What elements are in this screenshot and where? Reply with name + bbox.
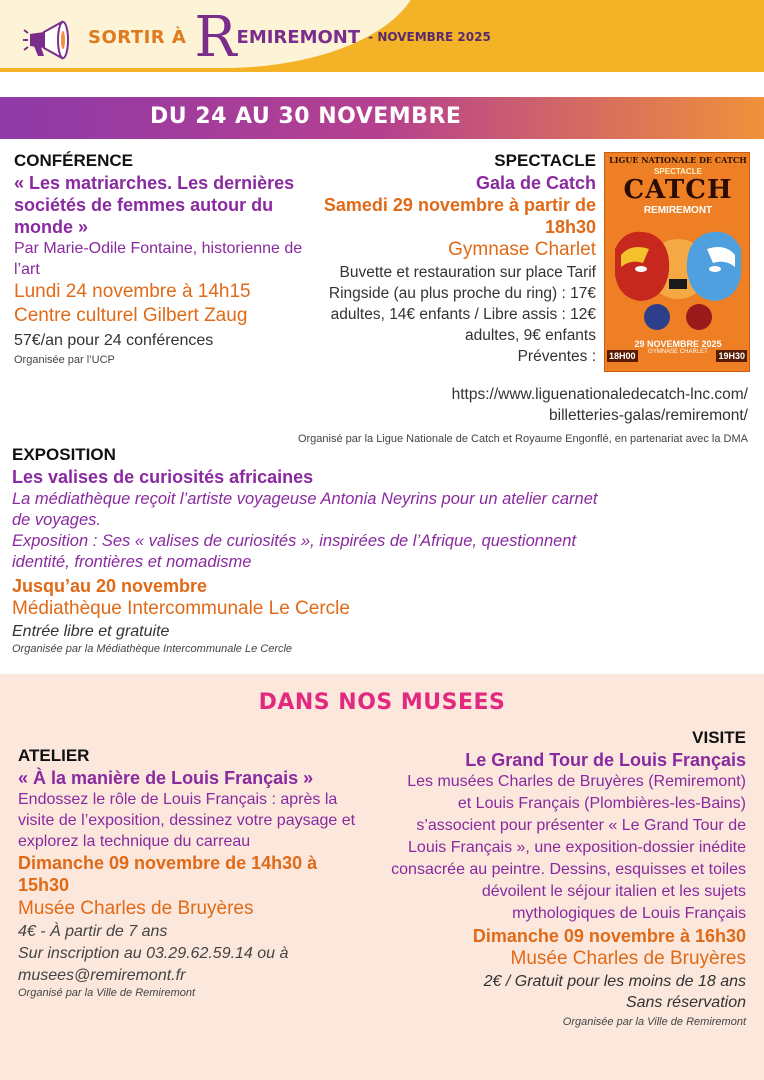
conference-category: CONFÉRENCE	[14, 151, 134, 170]
spectacle-details: Buvette et restauration sur place Tarif Ringside (au plus proche du ring) : 17€ adultes, 14€ enfants / Libre assis : 12€ adultes, 9€ enfants	[328, 264, 596, 344]
conference-speaker: Par Marie-Odile Fontaine, historienne de l’art	[14, 240, 303, 278]
poster-catch: CATCH	[623, 175, 733, 205]
exposition-block	[12, 444, 612, 655]
visite-desc: Les musées Charles de Bruyères (Remiremont) et Louis Français (Plombières-les-Bains) s’associent pour présenter « Le Grand Tour de Louis Français », une exposition-dossier inédite consacrée au peintre. Dessins, esquisses et toiles dévoilent le séjour italien et les sujets mythologiques de Louis Français	[391, 773, 746, 922]
exposition-date: Jusqu’au 20 novembre	[12, 576, 208, 596]
megaphone-icon	[22, 16, 78, 62]
poster-spectacle: SPECTACLE	[654, 167, 702, 176]
atelier-desc: Endossez le rôle de Louis Français : après la visite de l’exposition, dessinez votre paysage et explorez la technique du carreau	[18, 791, 356, 850]
atelier-title: « À la manière de Louis Français »	[18, 768, 314, 788]
visite-organizer: Organisée par la Ville de Remiremont	[562, 1016, 746, 1028]
conference-venue: Centre culturel Gilbert Zaug	[14, 305, 248, 326]
catch-poster	[604, 152, 750, 372]
conference-block	[14, 150, 304, 366]
poster-league: LIGUE NATIONALE DE CATCH	[609, 155, 747, 165]
brand-initial: R	[194, 5, 237, 70]
spectacle-block	[300, 150, 596, 367]
exposition-desc-1: La médiathèque reçoit l’artiste voyageuse Antonia Neyrins pour un atelier carnet de voyages.	[12, 490, 598, 529]
exposition-price: Entrée libre et gratuite	[12, 623, 170, 640]
visite-venue: Musée Charles de Bruyères	[510, 948, 746, 969]
poster-gym: GYMNASE CHARLET	[648, 349, 708, 355]
poster-city: REMIREMONT	[643, 205, 713, 216]
poster-date: 29 NOVEMBRE 2025	[634, 339, 722, 349]
atelier-date: Dimanche 09 novembre de 14h30 à 15h30	[18, 853, 318, 895]
spectacle-presale-label: Préventes :	[517, 348, 596, 365]
poster-time-right: 19H30	[718, 351, 745, 361]
atelier-price: 4€ - À partir de 7 ans	[18, 923, 168, 940]
exposition-desc-2: Exposition : Ses « valises de curiosités », inspirées de l’Afrique, questionnent identité, frontières et nomadisme	[12, 532, 577, 571]
week-title: DU 24 AU 30 NOVEMBRE	[150, 104, 462, 129]
museum-section-title: DANS NOS MUSEES	[258, 690, 506, 715]
atelier-block	[18, 745, 366, 999]
conference-title: « Les matriarches. Les dernières sociétés de femmes autour du monde »	[14, 173, 295, 237]
visite-date: Dimanche 09 novembre à 16h30	[472, 926, 746, 946]
visite-reservation: Sans réservation	[625, 994, 746, 1011]
brand-sortir: SORTIR À	[88, 27, 187, 48]
spectacle-url[interactable]	[308, 384, 748, 426]
conference-date: Lundi 24 novembre à 14h15	[14, 281, 251, 302]
visite-block	[390, 727, 746, 1028]
spectacle-title: Gala de Catch	[475, 173, 596, 193]
brand-title	[88, 5, 491, 70]
visite-title: Le Grand Tour de Louis Français	[465, 750, 746, 770]
brand-name: EMIREMONT	[236, 27, 361, 48]
atelier-registration: Sur inscription au 03.29.62.59.14 ou à musees@remiremont.fr	[18, 945, 289, 984]
poster-time-left: 18H00	[609, 351, 636, 361]
spectacle-url-line1[interactable]: https://www.liguenationaledecatch-lnc.com/	[451, 386, 748, 403]
brand-edition: - NOVEMBRE 2025	[368, 30, 491, 44]
visite-category: VISITE	[692, 728, 746, 747]
exposition-title: Les valises de curiosités africaines	[12, 467, 314, 487]
header-banner	[0, 0, 764, 72]
spectacle-venue: Gymnase Charlet	[448, 239, 596, 260]
exposition-category: EXPOSITION	[12, 445, 116, 464]
atelier-organizer: Organisé par la Ville de Remiremont	[18, 987, 196, 999]
spectacle-url-line2[interactable]: billetteries-galas/remiremont/	[549, 407, 748, 424]
exposition-organizer: Organisée par la Médiathèque Intercommunale Le Cercle	[12, 643, 293, 655]
conference-organizer: Organisée par l’UCP	[14, 354, 115, 366]
spectacle-organizer: Organisé par la Ligue Nationale de Catch et Royaume Engonflé, en partenariat avec la DMA	[297, 433, 748, 445]
atelier-category: ATELIER	[18, 746, 90, 765]
atelier-venue: Musée Charles de Bruyères	[18, 898, 254, 919]
wrestlers-illustration	[605, 219, 750, 337]
spectacle-category: SPECTACLE	[494, 151, 596, 170]
exposition-venue: Médiathèque Intercommunale Le Cercle	[12, 598, 350, 619]
spectacle-date: Samedi 29 novembre à partir de 18h30	[323, 195, 596, 237]
conference-price: 57€/an pour 24 conférences	[14, 332, 214, 349]
visite-price: 2€ / Gratuit pour les moins de 18 ans	[483, 973, 746, 990]
